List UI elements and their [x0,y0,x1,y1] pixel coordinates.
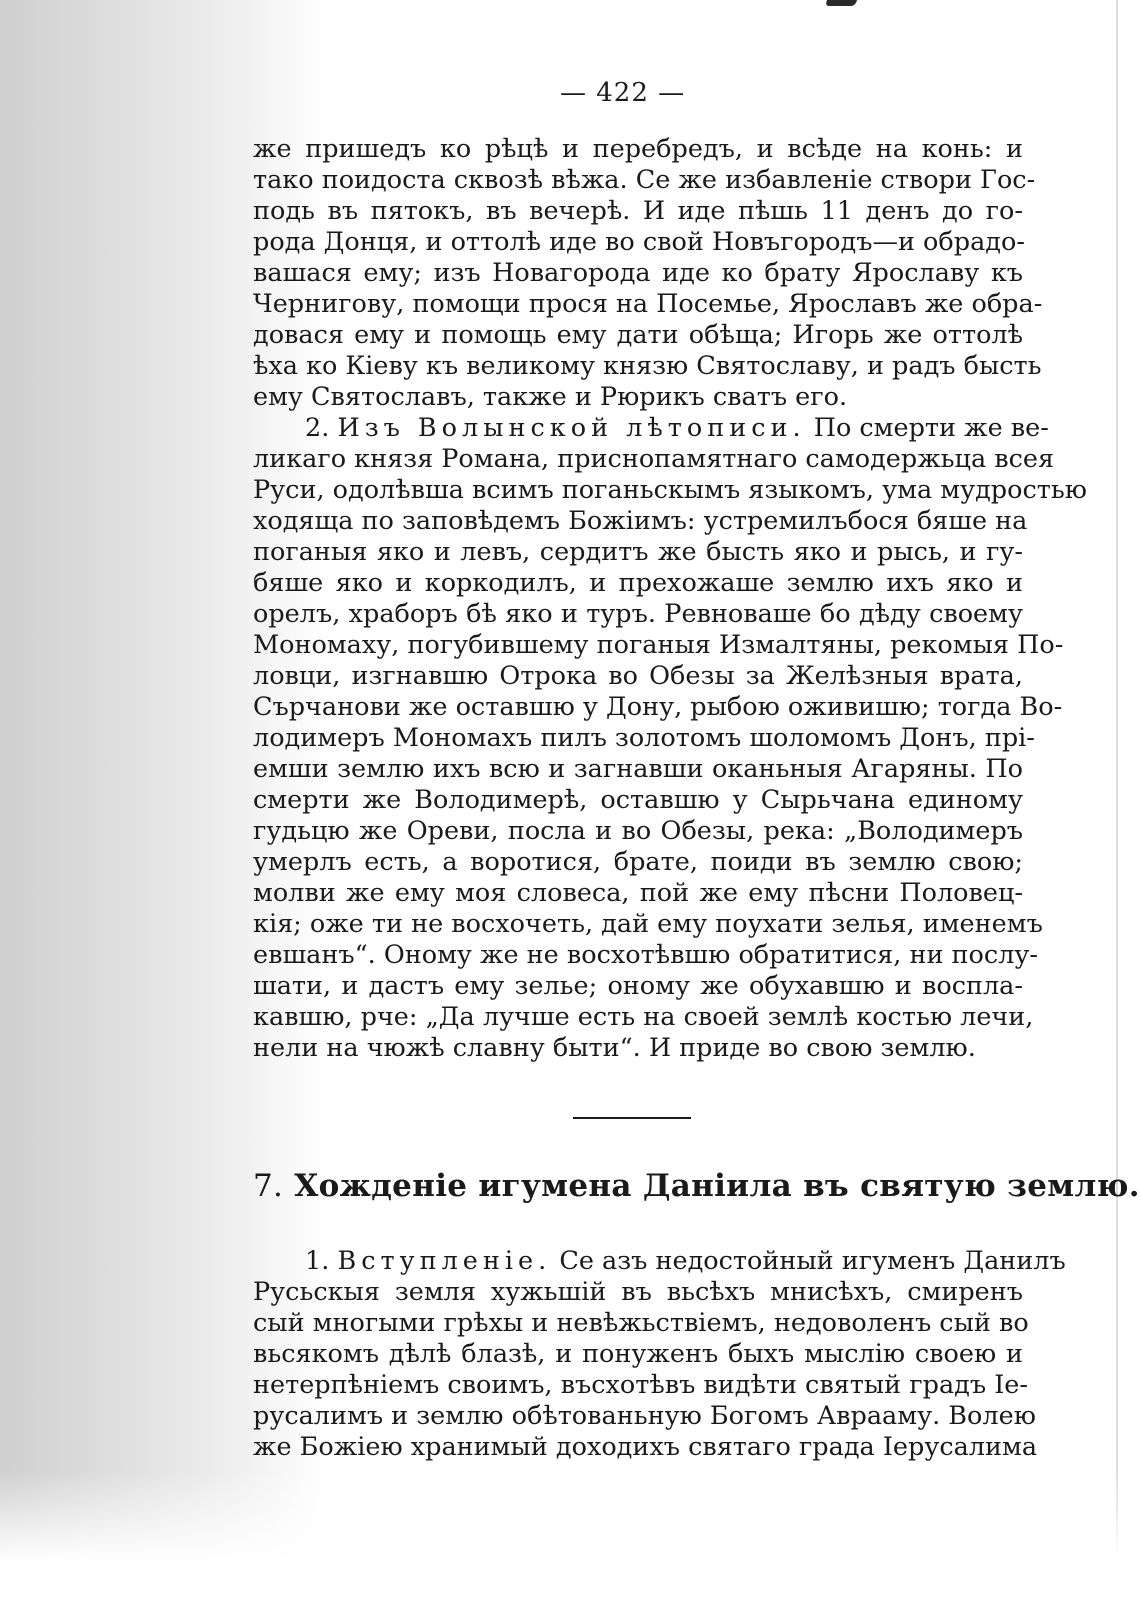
section-3-text [253,1246,1066,1463]
text-line: умерлъ есть, а воротися, брате, поиди въ землю свою; [253,847,1023,877]
text-line: орелъ, храборъ бѣ яко и туръ. Ревноваше бо дѣду своему [253,599,1023,629]
section-3-heading: Вступленіе. [337,1246,552,1276]
text-line: бяше яко и коркодилъ, и прехожаше землю ихъ яко и [253,568,1023,598]
text-line: ѣха ко Кіеву къ великому князю Святославу, и радъ бысть [253,351,1042,381]
text-line: рода Донця, и оттолѣ иде во свой Новъгородъ—и обрадо- [253,227,1025,257]
text-line: смерти же Володимерѣ, оставшю у Сырьчана единому [253,785,1023,815]
text-line: русалимъ и землю обѣтованьную Богомъ Аврааму. Волею [253,1401,1036,1431]
chapter-title [253,1168,1140,1204]
section-3-first-line [253,1246,1066,1277]
text-line: Руси, одолѣвша всимъ поганьскымъ языкомъ, ума мудростью [253,475,1087,505]
page-edge [1116,0,1118,1624]
text-line: евшанъ“. Оному же не восхотѣвшю обратитися, ни послу- [253,940,1039,970]
section-divider [573,1117,691,1119]
text-line: кія; оже ти не восхочеть, дай ему поухати зелья, именемъ [253,909,1043,939]
text-line: емши землю ихъ всю и загнавши оканьныя Агаряны. По [253,754,1023,784]
scan-mark [825,0,857,6]
text-line: вьсякомъ дѣлѣ блазѣ, и понуженъ быхъ мыслію своею и [253,1339,1023,1369]
text-line: подь въ пятокъ, въ вечерѣ. И иде пѣшь 11 денъ до го- [253,196,1023,226]
text-line: шати, и дастъ ему зелье; оному же обухавшю и воспла- [253,971,1023,1001]
text-line: Мономаху, погубившему поганыя Измалтяны, рекомыя По- [253,630,1064,660]
text-line: лодимеръ Мономахъ пилъ золотомъ шоломомъ Донъ, прі- [253,723,1035,753]
section-2-number: 2. [305,413,330,443]
chapter-number: 7. [253,1168,284,1204]
scan-bottom-fade [0,1470,1140,1624]
text-line: ловци, изгнавшю Отрока во Обезы за Желѣзныя врата, [253,661,1023,691]
text-line: ликаго князя Романа, приснопамятнаго самодержьца всея [253,444,1055,474]
section-2-lines [253,444,1087,1064]
text-line: довася ему и помощь ему дати обѣща; Игорь же оттолѣ [253,320,1023,350]
text-line: гудьцю же Ореви, посла и во Обезы, река: „Володимеръ [253,816,1023,846]
text-line: тако поидоста сквозѣ вѣжа. Се же избавленіе створи Гос- [253,165,1036,195]
section-2-first-line [253,413,1049,444]
text-line: поганыя яко и левъ, сердитъ же бысть яко и рысь, и гу- [253,537,1023,567]
section-1-text [253,134,1043,413]
text-line: молви же ему моя словеса, пой же ему пѣсни Половец- [253,878,1023,908]
section-2-heading: Изъ Волынской лѣтописи. [337,413,806,443]
page-number: — 422 — [560,78,686,108]
section-2-text [253,413,1087,1064]
section-3-lines [253,1277,1038,1463]
text-line: же Божіею хранимый доходихъ святаго града Іерусалима [253,1432,1038,1462]
text-line: сый многыми грѣхы и невѣжьствіемъ, недоволенъ сый во [253,1308,1029,1338]
text-line: нетерпѣніемъ своимъ, въсхотѣвъ видѣти святый градъ Іе- [253,1370,1028,1400]
text-line: Чернигову, помощи прося на Посемье, Ярославъ же обра- [253,289,1043,319]
text-line: нели на чюжѣ славну быти“. И приде во свою землю. [253,1033,976,1063]
text-line: Русьскыя земля хужьшій въ вьсѣхъ мнисѣхъ, смиренъ [253,1277,1023,1307]
section-3-number: 1. [305,1246,330,1276]
text-line: вашася ему; изъ Новагорода иде ко брату Ярославу къ [253,258,1023,288]
text-line: Сърчанови же оставшю у Дону, рыбою оживишю; тогда Во- [253,692,1063,722]
text-line: же пришедъ ко рѣцѣ и перебредъ, и всѣде на конь: и [253,134,1023,164]
section-2-first-line-text: По смерти же ве- [813,413,1049,443]
text-line: ему Святославъ, также и Рюрикъ сватъ его. [253,382,848,412]
text-line: ходяща по заповѣдемъ Божіимъ: устремилъбося бяше на [253,506,1028,536]
text-line: кавшю, рче: „Да лучше есть на своей землѣ костью лечи, [253,1002,1034,1032]
section-3-first-line-text: Се азъ недостойный игуменъ Данилъ [559,1246,1066,1276]
chapter-title-text: Хожденіе игумена Даніила въ святую землю. [294,1168,1140,1204]
